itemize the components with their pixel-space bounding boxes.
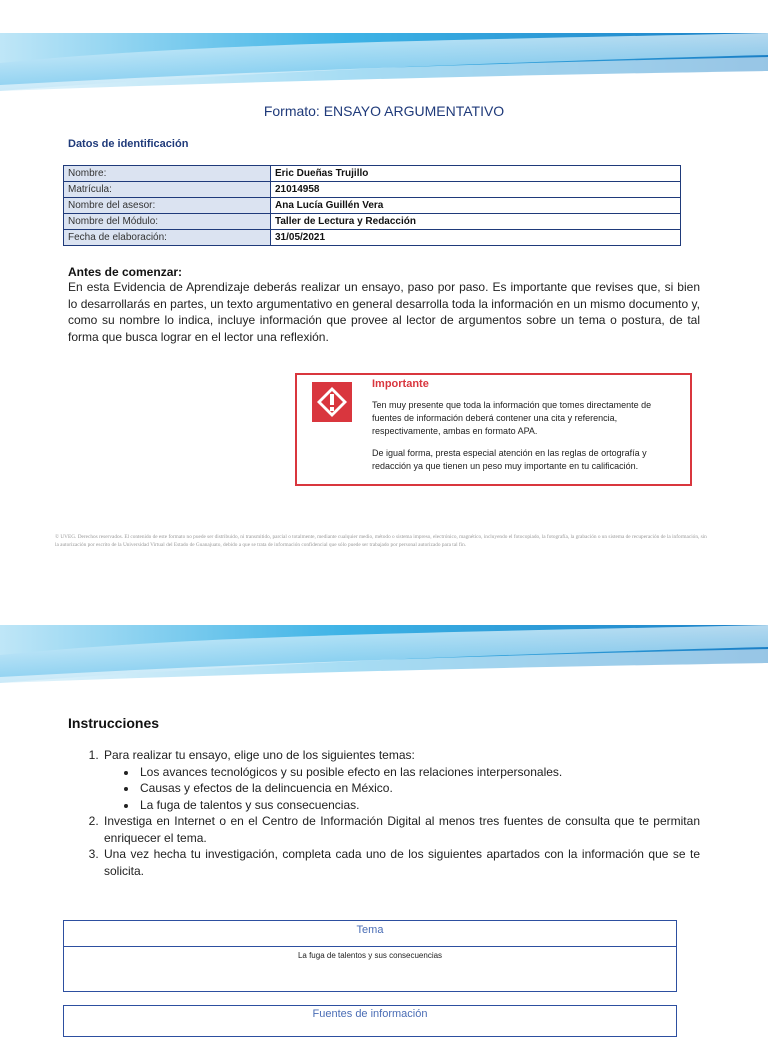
field-value: Ana Lucía Guillén Vera: [271, 198, 681, 214]
important-callout: [295, 373, 692, 486]
instructions-list: [66, 747, 700, 879]
field-label: Nombre del Módulo:: [64, 214, 271, 230]
tema-value: La fuga de talentos y sus consecuencias: [297, 951, 443, 960]
field-value: Eric Dueñas Trujillo: [271, 166, 681, 182]
header-banner: [0, 33, 768, 93]
table-row: [64, 166, 681, 182]
topic-item: • La fuga de talentos y sus consecuencias.: [138, 797, 700, 814]
table-row: [64, 230, 681, 246]
table-row: [64, 214, 681, 230]
table-row: [64, 198, 681, 214]
fuentes-box: [63, 1005, 677, 1037]
identification-heading: Datos de identificación: [68, 138, 189, 150]
list-item: [102, 747, 700, 813]
topic-item: • Causas y efectos de la delincuencia en México.: [138, 780, 700, 797]
field-label: Nombre del asesor:: [64, 198, 271, 214]
instructions-heading: Instrucciones: [68, 715, 160, 731]
step-2-text: Investiga en Internet o en el Centro de Información Digital al menos tres fuentes de consulta que te permitan enriquecer el tema.: [104, 814, 700, 845]
intro-paragraph: En esta Evidencia de Aprendizaje deberás realizar un ensayo, paso por paso. Es importante que revises que, si bien lo desarrollarás en partes, un texto argumentativo en general desarrolla toda la información en un mismo documento y, como su nombre lo indica, incluye información que provee al lector de argumentos sobre un tema o postura, de tal forma que busca lograr en el lector una reflexión.: [68, 280, 700, 344]
topic-item: • Los avances tecnológicos y su posible efecto en las relaciones interpersonales.: [138, 764, 700, 781]
copyright-notice: © UVEG. Derechos reservados. El contenido de este formato no puede ser distribuido, ni transmitido, parcial o totalmente, mediante cualquier medio, método o sistema impreso, electrónico, magnético, incluyendo el fotocopiado, la fotografía, la grabación o un sistema de recuperación de la información, sin la autorización por escrito de la Universidad Virtual del Estado de Guanajuato, debido a que se trata de información confidencial que sólo puede ser trabajado por personal autorizado para tal fin.: [55, 534, 707, 548]
table-row: [64, 182, 681, 198]
important-title: Importante: [372, 378, 429, 390]
field-label: Matrícula:: [64, 182, 271, 198]
header-banner-page-2: [0, 625, 768, 685]
important-text-1: Ten muy presente que toda la información que tomes directamente de fuentes de información deberá contener una cita y referencia, respectivamente, ambas en formato APA.: [372, 400, 652, 436]
field-label: Nombre:: [64, 166, 271, 182]
list-item: [102, 846, 700, 879]
intro-heading: Antes de comenzar:: [68, 265, 183, 279]
tema-label: Tema: [356, 924, 384, 936]
warning-icon: [312, 382, 352, 422]
fuentes-label: Fuentes de información: [312, 1008, 428, 1020]
tema-box: [63, 920, 677, 992]
field-value: Taller de Lectura y Redacción: [271, 214, 681, 230]
step-3-text: Una vez hecha tu investigación, completa cada uno de los siguientes apartados con la información que se te solicita.: [104, 847, 700, 878]
field-value: 31/05/2021: [271, 230, 681, 246]
important-text-2: De igual forma, presta especial atención en las reglas de ortografía y redacción ya que tienen un peso muy importante en tu calificación.: [372, 448, 647, 471]
field-label: Fecha de elaboración:: [64, 230, 271, 246]
step-1-text: Para realizar tu ensayo, elige uno de los siguientes temas:: [104, 748, 415, 762]
document-title: Formato: ENSAYO ARGUMENTATIVO: [263, 103, 505, 119]
field-value: 21014958: [271, 182, 681, 198]
identification-table: [63, 165, 681, 246]
list-item: [102, 813, 700, 846]
